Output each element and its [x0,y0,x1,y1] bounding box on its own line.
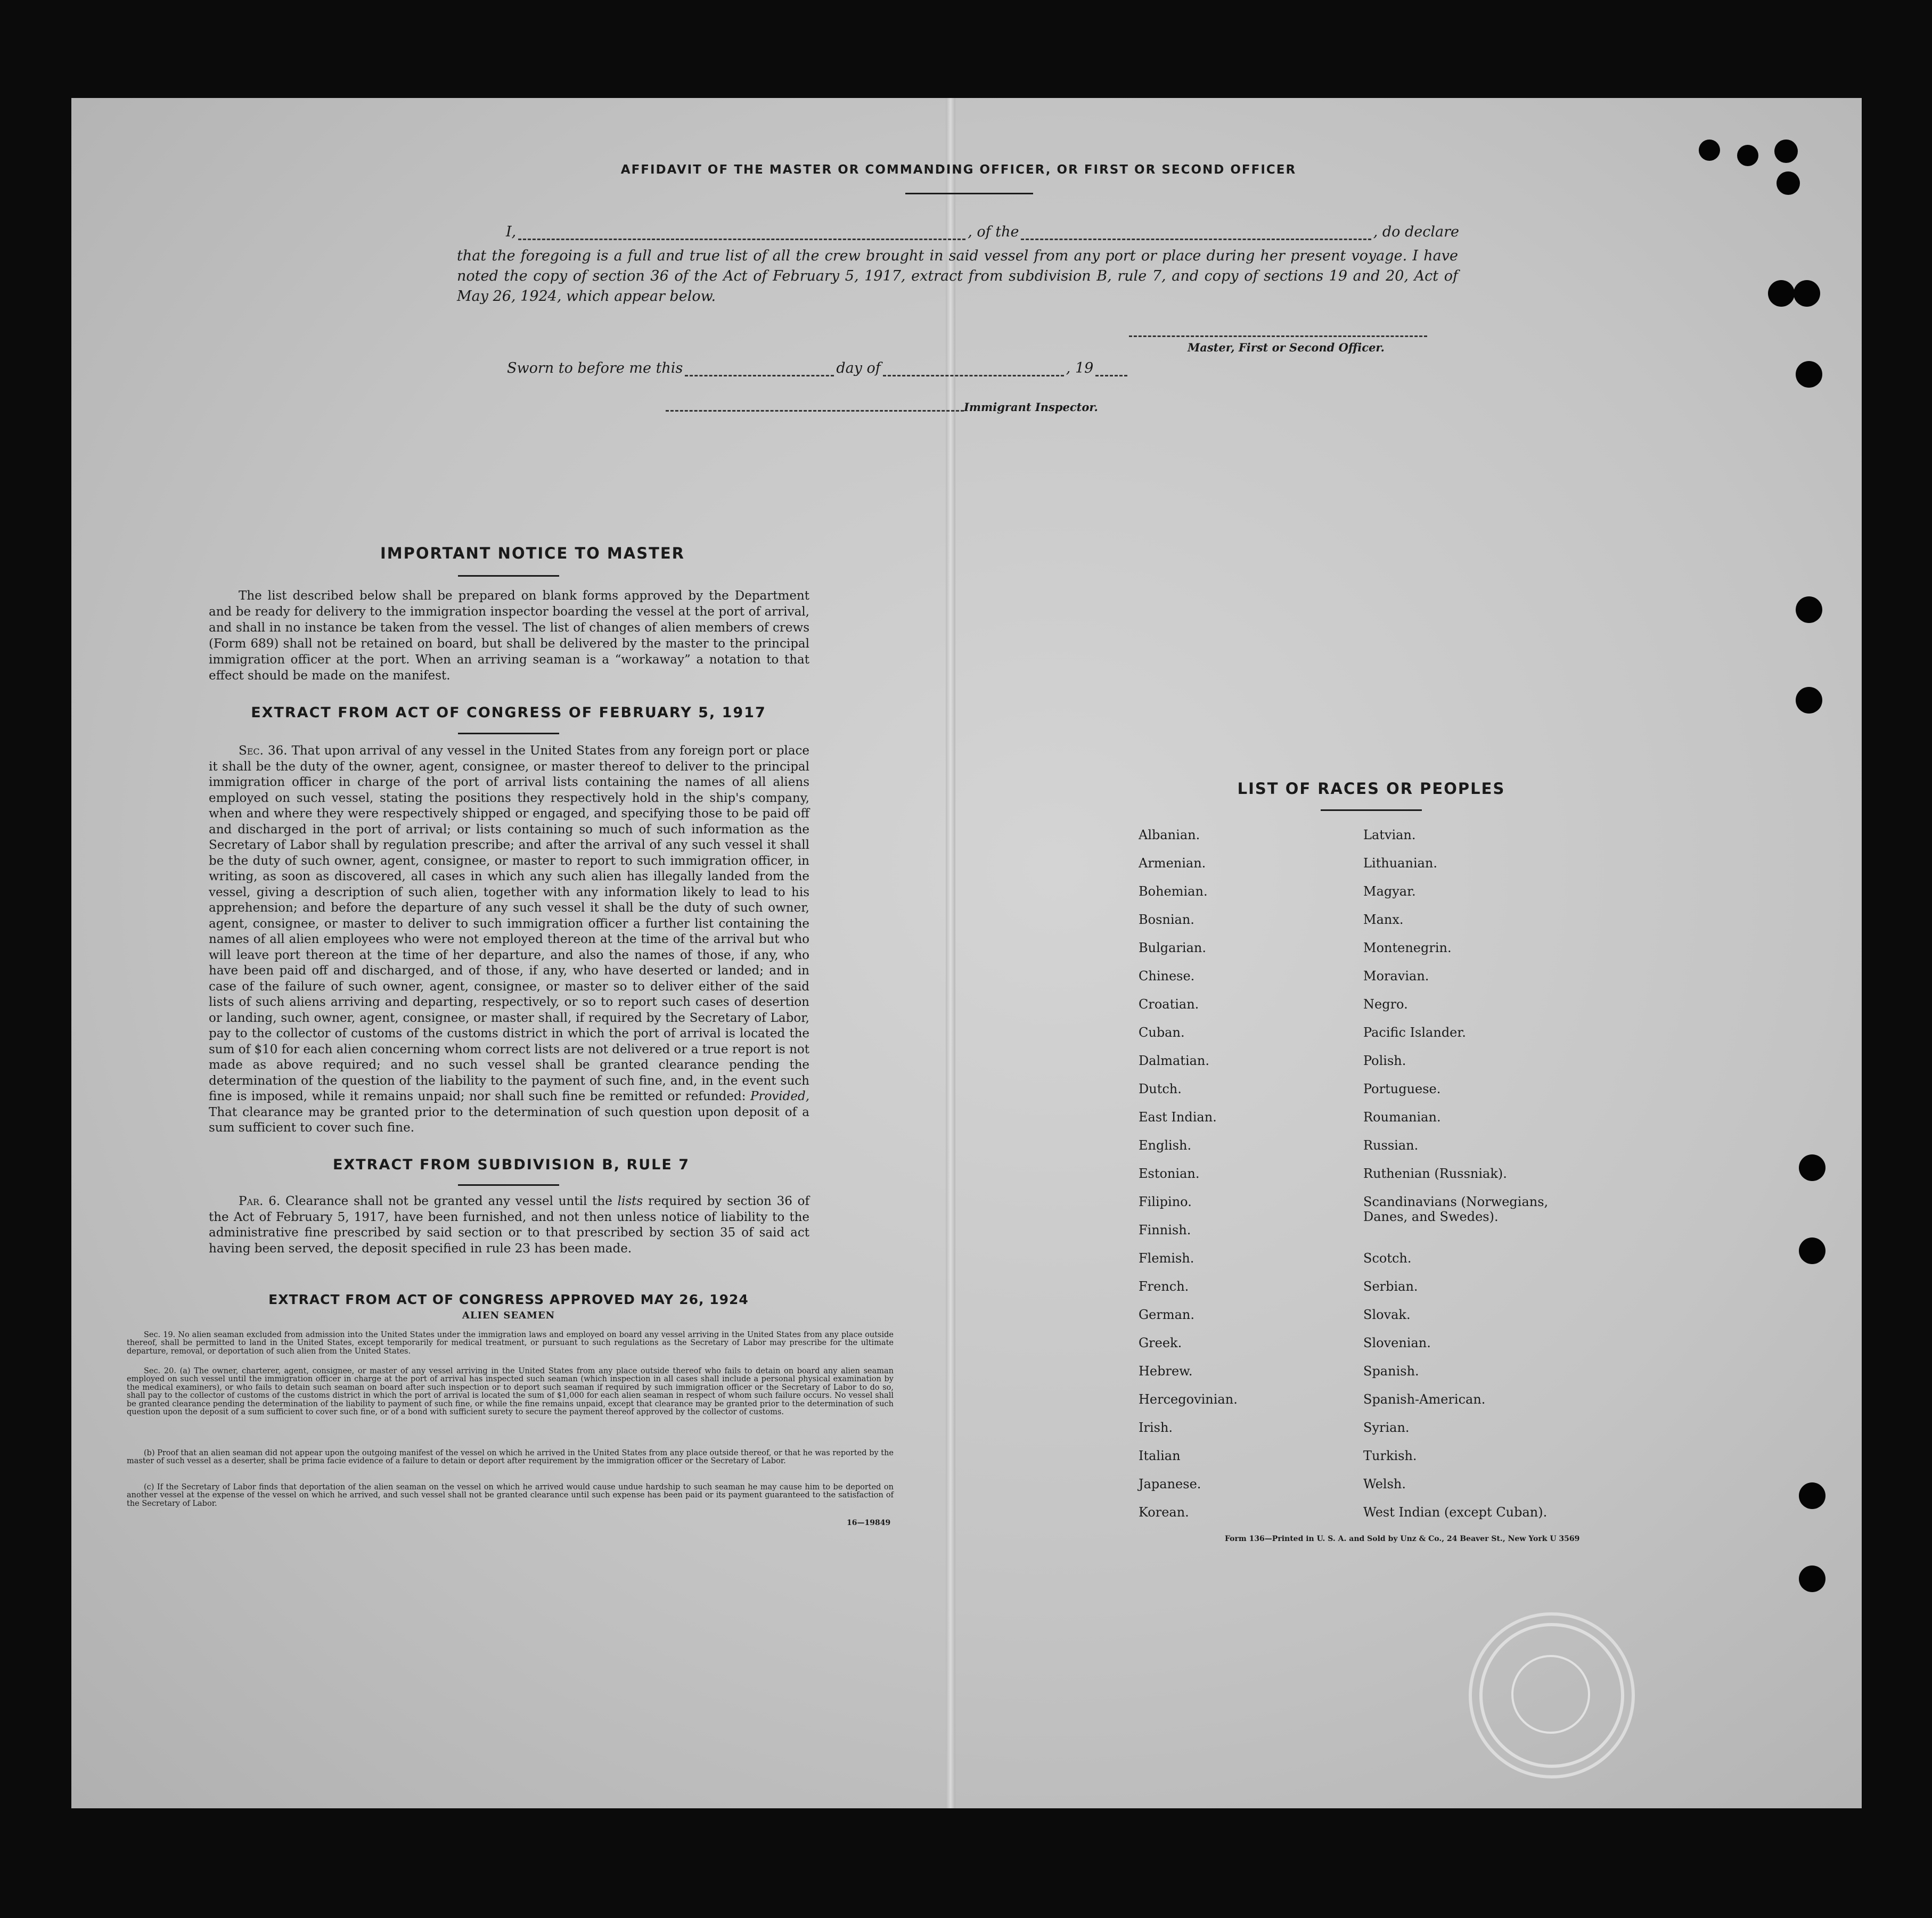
race-item: Russian. [1363,1138,1419,1153]
punch-hole [1796,596,1822,623]
punch-hole [1774,140,1798,163]
affidavit-line1 [506,224,1459,240]
extract-1917-proviso: That clearance may be granted prior to the determination of such question upon deposit of a sum sufficient to cover such fine. [209,1105,809,1135]
race-item: Cuban. [1139,1025,1185,1040]
rule7-title: EXTRACT FROM SUBDIVISION B, RULE 7 [332,1157,690,1173]
punch-hole [1796,687,1822,714]
races-title: LIST OF RACES OR PEOPLES [1237,780,1505,798]
sworn-label: Sworn to before me this [507,360,683,376]
form-imprint: Form 136—Printed in U. S. A. and Sold by Unz & Co., 24 Beaver St., New York U 3569 [1225,1535,1580,1543]
race-item: Croatian. [1139,997,1199,1012]
inspector-signature-caption: Immigrant Inspector. [964,400,1098,414]
race-item: Polish. [1363,1053,1406,1068]
affidavit-declare-label: , do declare [1373,224,1459,240]
extract-1924-sec20a: Sec. 20. (a) The owner, charterer, agent, consignee, or master of any vessel arriving in the United States from any place outside thereof who fails to detain on board any alien seaman employed on such vessel until the immigration officer in charge at the port of arrival has inspected such seaman (which inspection in all cases shall include a personal physical examination by the medical examiners), or who fails to detain such seaman on board after such inspection or to deport such seaman if required by such immigration officer or the Secretary of Labor to do so, shall pay to the collector of customs of the customs district in which the port of arrival is located the sum of $1,000 for each alien seaman in respect of whom such failure occurs. No vessel shall be granted clearance pending the determination of the liability to payment of such fine, or while the fine remains unpaid, except that clearance may be granted prior to the determination of such question upon the deposit of a sum sufficient to cover such fine, or of a bond with sufficient surety to secure the payment thereof approved by the collector of customs. [127,1367,894,1417]
race-item: Hercegovinian. [1139,1392,1238,1407]
sworn-month-field[interactable] [883,363,1064,376]
race-item: Filipino. [1139,1194,1192,1209]
race-item: Finnish. [1139,1223,1191,1237]
extract-1924-sec20c: (c) If the Secretary of Labor finds that deportation of the alien seaman on the vessel on which he arrived would cause undue hardship to such seaman he may cause him to be deported on another vessel at the expense of the vessel on which he arrived, and such vessel shall not be granted clearance until such expense has been paid or its payment guaranteed to the satisfaction of the Secretary of Labor. [127,1483,894,1508]
extract-1917-body [209,743,809,1136]
affidavit-body: that the foregoing is a full and true list of all the crew brought in said vessel from any port or place during her present voyage. I have noted the copy of section 36 of the Act of February 5, 1917, extract from subdivision B, rule 7, and copy of sections 19 and 20, Act of May 26, 1924, which appear below. [457,248,1458,305]
affidavit-title: AFFIDAVIT OF THE MASTER OR COMMANDING OFFICER, OR FIRST OR SECOND OFFICER [620,163,1297,177]
race-item: Magyar. [1363,884,1416,899]
race-item: French. [1139,1279,1189,1294]
punch-hole [1777,171,1800,195]
race-item: Spanish. [1363,1364,1419,1379]
race-item: East Indian. [1139,1110,1217,1125]
race-item: Roumanian. [1363,1110,1441,1125]
punch-hole [1768,280,1795,307]
race-item: Slovenian. [1363,1335,1431,1350]
affidavit-of-label: , of the [968,224,1019,240]
inspector-signature-line[interactable] [666,410,964,412]
race-item: Manx. [1363,912,1404,927]
race-item: Japanese. [1139,1477,1201,1491]
race-item: Greek. [1139,1335,1182,1350]
sworn-day-field[interactable] [685,363,834,376]
race-item: Dutch. [1139,1081,1182,1096]
extract-1924-sec20b: (b) Proof that an alien seaman did not appear upon the outgoing manifest of the vessel on which he arrived in the United States from any place outside thereof, or that he was reported by the master of such vessel as a deserter, shall be prima facie evidence of a failure to detain or deport after requirement by the immigration officer or the Secretary of Labor. [127,1449,894,1466]
master-signature-caption: Master, First or Second Officer. [1188,341,1385,354]
race-item: Spanish-American. [1363,1392,1486,1407]
notice-title: IMPORTANT NOTICE TO MASTER [380,544,685,562]
race-item: Irish. [1139,1420,1173,1435]
race-item: Estonian. [1139,1166,1200,1181]
extract-1917-title: EXTRACT FROM ACT OF CONGRESS OF FEBRUARY 5, 1917 [251,704,766,721]
sworn-year-field[interactable] [1095,363,1127,376]
rule7-text-a: Clearance shall not be granted any vessel until the [285,1194,612,1208]
race-item: West Indian (except Cuban). [1363,1505,1548,1520]
center-fold [946,98,955,1808]
rule7-lists-word: lists [617,1194,643,1208]
race-item: Albanian. [1139,827,1200,842]
race-item: Dalmatian. [1139,1053,1210,1068]
affidavit-i-label: I, [506,224,517,240]
race-item: Scotch. [1363,1251,1412,1266]
race-item: Flemish. [1139,1251,1194,1266]
rule7-par-label: Par. 6. [239,1194,281,1208]
extract-1924-subtitle: ALIEN SEAMEN [462,1310,555,1321]
extract-1917-proviso-word: Provided, [750,1089,810,1103]
rule7-rule [458,1184,559,1186]
sworn-dayof-label: day of [836,360,881,376]
punch-hole [1799,1154,1825,1181]
race-item: Bulgarian. [1139,940,1206,955]
punch-hole [1799,1565,1825,1592]
extract-1924-title: EXTRACT FROM ACT OF CONGRESS APPROVED MAY 26, 1924 [268,1292,749,1307]
punch-hole [1799,1482,1825,1509]
affidavit-vessel-field[interactable] [1021,227,1371,240]
race-item: Turkish. [1363,1448,1417,1463]
race-item: German. [1139,1307,1194,1322]
race-item: Serbian. [1363,1279,1418,1294]
punch-hole [1699,140,1720,161]
race-item: Montenegrin. [1363,940,1452,955]
race-item: Portuguese. [1363,1081,1441,1096]
notice-title-rule [458,575,559,577]
extract-1917-text: That upon arrival of any vessel in the United States from any foreign port or place it shall be the duty of the owner, agent, consignee, or master thereof to deliver to the principal immigration officer in charge of the port of arrival lists containing the names of all aliens employed on such vessel, stating the positions they respectively hold in the ship's company, when and where they were respectively shipped or engaged, and specifying those to be paid off and discharged in the port of arrival; or lists containing so much of such information as the Secretary of Labor shall by regulation prescribe; and after the arrival of any such vessel it shall be the duty of such owner, agent, consignee, or master to report to such immigration officer, in writing, as soon as discovered, all cases in which any such alien has illegally landed from the vessel, giving a description of such alien, together with any information likely to lead to his apprehension; and before the departure of any such vessel it shall be the duty of such owner, agent, consignee, or master to deliver to such immigration officer a further list containing the names of all alien employees who were not employed thereon at the time of the arrival but who will leave port thereon at the time of her departure, and also the names of those, if any, who have been paid off and discharged, and of those, if any, who have deserted or landed; and in case of the failure of such owner, agent, consignee, or master so to deliver either of the said lists of such aliens arriving and departing, respectively, or so to report such cases of desertion or landing, such owner, agent, consignee, or master shall, if required by the Secretary of Labor, pay to the collector of customs of the customs district in which the port of arrival is located the sum of $10 for each alien concerning whom correct lists are not delivered or a true report is not made as above required; and no such vessel shall be granted clearance pending the determination of the question of the liability to the payment of such fine, and, in the event such fine is imposed, while it remains unpaid; nor shall such fine be remitted or refunded: [209,744,809,1103]
race-item: Lithuanian. [1363,856,1438,871]
sworn-year-label: , 19 [1066,360,1094,376]
rule7-text-b: required by section 36 of the Act of February 5, 1917, have been furnished, and not then unless notice of liability to the administrative fine prescribed by said section or to that prescribed by section 35 of said act having been served, the deposit specified in rule 23 has been made. [209,1194,810,1256]
race-item: English. [1139,1138,1192,1153]
rule7-body [209,1194,809,1257]
race-item: Moravian. [1363,969,1429,983]
form-code: 16—19849 [847,1519,891,1527]
race-item: Scandinavians (Norwegians, Danes, and Swedes). [1363,1194,1549,1224]
race-item: Chinese. [1139,969,1195,983]
sworn-line [507,360,1157,376]
punch-hole [1794,280,1820,307]
affidavit-name-field[interactable] [518,227,965,240]
extract-1917-section-label: Sec. 36. [239,744,288,758]
affidavit-title-rule [905,193,1033,194]
race-item: Bohemian. [1139,884,1208,899]
race-item: Italian [1139,1448,1181,1463]
race-item: Pacific Islander. [1363,1025,1466,1040]
punch-hole [1796,361,1822,388]
race-item: Hebrew. [1139,1364,1193,1379]
notice-body: The list described below shall be prepared on blank forms approved by the Department and be ready for delivery to the immigration inspector boarding the vessel at the port of arrival, and shall in no instance be taken from the vessel. The list of changes of alien members of crews (Form 689) shall not be retained on board, but shall be delivered by the master to the principal immigration officer at the port. When an arriving seaman is a “workaway” a notation to that effect should be made on the manifest. [209,589,809,683]
race-item: Bosnian. [1139,912,1194,927]
race-item: Ruthenian (Russniak). [1363,1166,1507,1181]
race-item: Korean. [1139,1505,1189,1520]
master-signature-line[interactable] [1129,335,1427,337]
embossed-seal [1469,1612,1635,1778]
extract-1917-rule [458,733,559,734]
race-item: Negro. [1363,997,1408,1012]
punch-hole [1799,1237,1825,1264]
race-item: Latvian. [1363,827,1416,842]
race-item: Armenian. [1139,856,1206,871]
races-title-rule [1321,809,1422,811]
extract-1924-sec19: Sec. 19. No alien seaman excluded from admission into the United States under the immigration laws and employed on board any vessel arriving in the United States from any place outside thereof, shall be permitted to land in the United States, except temporarily for medical treatment, or pursuant to such regulations as the Secretary of Labor may prescribe for the ultimate departure, removal, or deportation of such alien from the United States. [127,1331,894,1356]
race-item: Welsh. [1363,1477,1406,1491]
race-item: Slovak. [1363,1307,1411,1322]
punch-hole [1737,145,1758,166]
race-item: Syrian. [1363,1420,1410,1435]
